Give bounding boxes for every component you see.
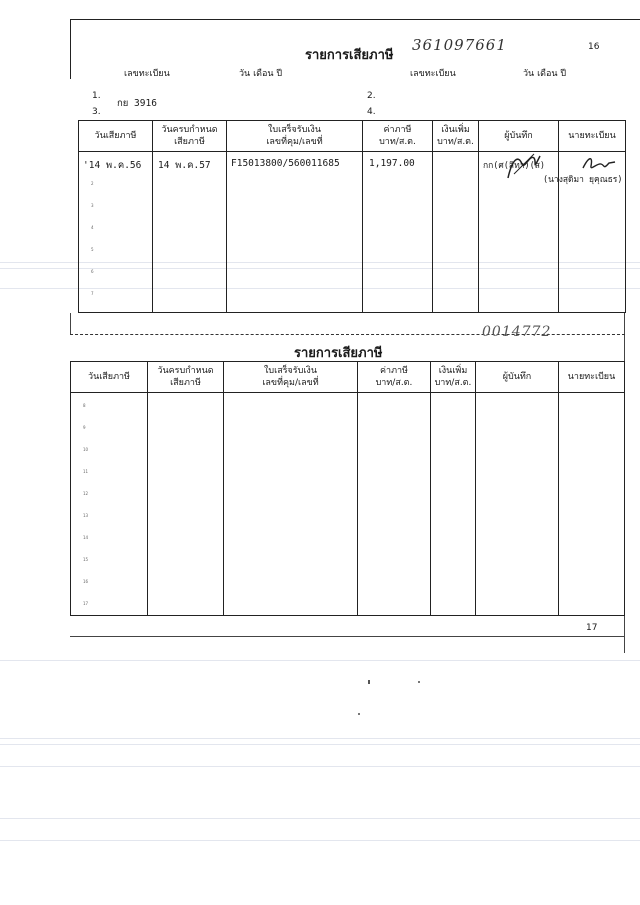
page-top-border xyxy=(70,19,640,20)
row-number: 14 xyxy=(83,535,89,540)
col-header-tax: ค่าภาษี บาท/ส.ต. xyxy=(363,121,433,152)
scan-speck xyxy=(368,680,370,684)
col-header-receipt: ใบเสร็จรับเงิน เลขที่คุม/เลขที่ xyxy=(227,121,363,152)
signature-icon xyxy=(579,154,619,174)
row-number: 8 xyxy=(83,403,86,408)
receipt-number: F15013800/560011685 xyxy=(231,158,340,169)
page-title: รายการเสียภาษี xyxy=(305,48,394,63)
table2-header-row xyxy=(71,362,625,393)
plate-number: กย 3916 xyxy=(117,98,157,109)
handwritten-number: 361097661 xyxy=(412,36,507,54)
table-header-row xyxy=(79,121,626,152)
scribble-icon xyxy=(504,150,544,182)
scan-speck xyxy=(418,681,420,683)
scan-speck xyxy=(358,713,360,715)
col-header-surcharge: เงินเพิ่ม บาท/ส.ต. xyxy=(433,121,479,152)
registrar-name: (นางสุดิมา ยุคุณธร) xyxy=(543,175,623,185)
row-number: 5 xyxy=(91,247,94,252)
col-header-due-date: วันครบกำหนด เสียภาษี xyxy=(148,362,224,393)
page-number: 16 xyxy=(588,42,600,52)
table2-title: รายการเสียภาษี xyxy=(294,346,383,361)
item-number-3: 3. xyxy=(92,107,101,117)
col-header-paid-date: วันเสียภาษี xyxy=(79,121,153,152)
col-header-recorder: ผู้บันทึก xyxy=(476,362,559,393)
col-header-paid-date: วันเสียภาษี xyxy=(71,362,148,393)
page-left-border xyxy=(70,19,71,79)
date-label-left: วัน เดือน ปี xyxy=(239,69,283,79)
overlap-fragment-number: 0014772 xyxy=(482,324,552,340)
recorder-name: กก(ศ(สิทา)(ส) xyxy=(483,161,546,171)
table-row xyxy=(71,393,625,616)
row-number: 7 xyxy=(91,291,94,296)
overlap-edge-left xyxy=(70,313,71,335)
reg-label-right: เลขทะเบียน xyxy=(410,69,456,79)
row-number: 9 xyxy=(83,425,86,430)
item-number-4: 4. xyxy=(367,107,376,117)
page-bottom-border xyxy=(70,636,624,637)
col-header-recorder: ผู้บันทึก xyxy=(479,121,559,152)
row-number: 10 xyxy=(83,447,89,452)
col-header-registrar: นายทะเบียน xyxy=(559,362,625,393)
reg-label-left: เลขทะเบียน xyxy=(124,69,170,79)
date-label-right: วัน เดือน ปี xyxy=(523,69,567,79)
col-header-tax: ค่าภาษี บาท/ส.ต. xyxy=(358,362,431,393)
row-number: 4 xyxy=(91,225,94,230)
tax-table-2 xyxy=(70,361,625,616)
item-number-1: 1. xyxy=(92,91,101,101)
row-number: 2 xyxy=(91,181,94,186)
row-number: 16 xyxy=(83,579,89,584)
row-number: 15 xyxy=(83,557,89,562)
col-header-surcharge: เงินเพิ่ม บาท/ส.ต. xyxy=(431,362,476,393)
col-header-due-date: วันครบกำหนด เสียภาษี xyxy=(153,121,227,152)
tax-table-1 xyxy=(78,120,626,313)
col-header-receipt: ใบเสร็จรับเงิน เลขที่คุม/เลขที่ xyxy=(224,362,358,393)
table2-page-number: 17 xyxy=(586,623,598,633)
row-number: 12 xyxy=(83,491,89,496)
item-number-2: 2. xyxy=(367,91,376,101)
row-number: 3 xyxy=(91,203,94,208)
row-number: 17 xyxy=(83,601,89,606)
tax-amount: 1,197.00 xyxy=(369,158,415,169)
row-number: 11 xyxy=(83,469,89,474)
col-header-registrar: นายทะเบียน xyxy=(559,121,626,152)
row-number: 6 xyxy=(91,269,94,274)
paid-date: '14 พ.ค.56 xyxy=(83,160,142,171)
row-number: 13 xyxy=(83,513,89,518)
due-date: 14 พ.ค.57 xyxy=(158,160,211,171)
